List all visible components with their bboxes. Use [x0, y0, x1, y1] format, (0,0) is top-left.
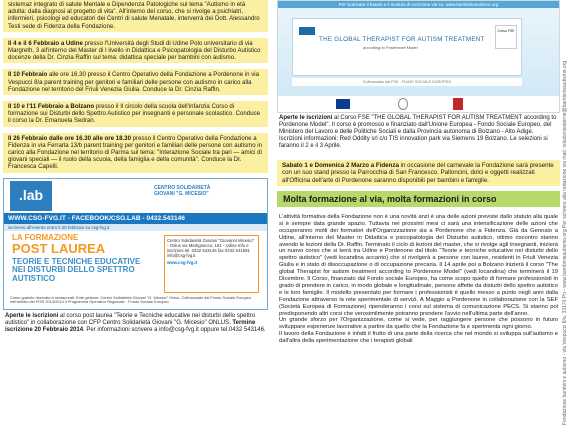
- eu-logos-row: [278, 96, 559, 112]
- info-box: [164, 235, 259, 293]
- url-banner: [4, 213, 267, 224]
- info-box-text: Centro Solidarietà Giovani "Giovanni Micesio" - Onlus via Martignacco, 161 - Udine Info e iscrizioni tel. 0432 543146 fax 0432 541591 info@csg-fvg.it: [167, 237, 255, 259]
- poster-header: [4, 179, 267, 213]
- url-banner-text: WWW.CSG-FVG.IT - FACEBOOK/CSG.LAB - 0432.543146: [8, 214, 185, 222]
- article-paragraph-3: Il lavoro della Fondazione è infatti il frutto di una parte della ricerca che nel mondo si sviluppa sull'autismo e dall'altra della sperimentazione che i terapisti globali: [279, 331, 558, 345]
- course-poster: [3, 178, 268, 310]
- csg-logo-line1: CENTRO SOLIDARIETÀ: [154, 184, 211, 191]
- url-sub: [4, 224, 267, 231]
- event-udine-text: presso l'Università degli Studi di Udine Polo universitario di via Margreth, 3 all'interno del Master di I livello in Didattica e Psicopatologia del Disturbo Autistico docenze della Dr. Cinzia Raffin sul tema: didattica speciale per bambini con autismo.: [8, 39, 261, 62]
- course-heading: [12, 233, 105, 255]
- section-title: [277, 191, 560, 207]
- fse-banner: [277, 0, 560, 113]
- event-carnevale-text: in occasione del carnevale la Fondazione sarà presente con un suo stand presso la Parrocchia di San Francesco. Palloncini, dolci e oggetti realizzati all'Officina dell'arte di Pordenone saranno disponibili per bambini e famiglie.: [282, 162, 554, 184]
- article-paragraph-2: Un grande sforzo per l'Organizzazione, come si vede, per raggiungere persone che possono in futuro sviluppare esperienze lavorative a partire da quello che la Fondazione fa e sperimenta ogni giorno.: [279, 317, 558, 331]
- event-pordenone-text: alle ore 16.30 presso il Centro Operativo della Fondazione a Pordenone in via Vespucci 8/a parent training per genitori e familiari delle persone con autismo in carico alla Fondazione nel territorio del Friuli Venezia Giulia. Conduce la Dr. Cinzia Raffin.: [8, 71, 260, 93]
- course-title-text: TEORIE E TECNICHE EDUCATIVE NEI DISTURBI DELLO SPETTRO AUTISTICO: [12, 256, 141, 283]
- fse-caption-text: al Corso FSE "THE GLOBAL THERAPIST FOR AUTISM TREATMENT according to Pordenone Model". Il corso è promosso e finanziato dall'Unione Europea - Fondo Sociale Europeo, del Ministero del Lavoro e delle Politiche Sociali e dalla Provincia autonoma di Bolzano - Alto Adige. Iscrizioni informazioni: Red Oddity srl c/o TIS innovation park via Siemens 19 Bolzano. Le selezioni si faranno il 2 e il 3 Aprile.: [279, 115, 557, 149]
- csg-logo-line2: GIOVANI "G. MICESIO": [154, 190, 209, 197]
- intro-text: sistemaz integrato di salute Mentale e Dipendenza Patologiche sul tema "Autismo in età adulta: dalla diagnosi al progetto di vita". All'interno del corso, che si rivolge a psichiatri, infermieri, psicologi ed educatori dei Centri di salute Menatale, interverrà dei Dott. Alessandro Testi sede di Fidenza della Fondazione.: [8, 1, 260, 30]
- url-sub-text: iscriversi all'evento entro il 20 febbraio su csg-fvg.it: [8, 224, 110, 230]
- poster-body: [4, 231, 267, 295]
- left-caption: [3, 311, 268, 336]
- event-pordenone: [3, 69, 268, 95]
- event-carnevale-date: Sabato 1 e Domenica 2 Marzo a Fidenza: [282, 162, 399, 169]
- event-bolzano-date: Il 10 e l'11 Febbraio a Bolzano: [8, 103, 95, 111]
- course-heading-line2: POST LAUREA: [12, 240, 106, 256]
- italy-emblem-icon: [398, 98, 408, 110]
- fse-footer-strip-text: Cofinanziato dal FSE - PIANO SOCIALE EUROPEO: [362, 80, 452, 84]
- article-paragraph-1: L'attività formativa della Fondazione non è una novità anzi è una delle azioni previste dallo statuto alla quale si è sempre data grande spazio. Tuttavia nei prossimi mesi ci sarà una intensificazione delle azioni che occuperanno molti dei formatori dell'Organizzazione sia a Pordenone che a Fidenza. Già da Gennaio a Udine, all'interno del Master in Didattica e psicopatologia del Disturbo autistico, ottimo riscontro stanno avendo le lezioni della Dr. Raffin. Terminato il ciclo di lezioni del master, che si rivolge agli insegnanti, inizierà un nuovo corso che si terrà tra Udine e Pordenone dal titolo "Teorie e tecniche educative nei disturbi dello spettro autistico" (vedi locandina accanto) che si rivolgerà a persone con lauree, residenti in Friuli Venezia Giulia e in stato di disoccupazione o di occupazione precaria. Il 14 aprile poi a Bolzano inizierà il corso "The global Therapist for autism treatment according to Pordenone Model" (vedi locandina) che terminerà il 19 Dicembre. Il Corso, finanziato dal Fondo sociale Europeo, ha come scopo quello di formare professionisti in grado di prendere in carico, in modo globale e longitudinale, persone affette da disturbi dello spettro autistico e le loro famiglie. Il modello presentato per formare i professionisti è quello messo a punto negli anni dalla Fondazione attraverso la rete sperimentale di servizi. A Maggio a Pordenone in collaborazione con la SEF (Società Europea di Formazione) ripenderanno i corsi sul sistema di comunicazione PECS. Si stanno poi predisponendo altri corsi che verosimilmente potranno prendere l'avvio nell'ultima parte dell'anno.: [279, 213, 558, 317]
- csg-logo: [154, 185, 254, 197]
- event-udine: [3, 38, 268, 64]
- right-column: [277, 0, 560, 347]
- intro-paragraph: [3, 0, 268, 32]
- fse-banner-main: [278, 8, 559, 96]
- poster-footer: [4, 295, 267, 306]
- vertical-footer: [562, 5, 569, 425]
- fse-logo-box: [292, 18, 522, 76]
- fse-banner-top: [278, 1, 559, 8]
- fse-corso-label: [495, 25, 517, 49]
- poster-footer-text: Corso gratuito riservato a neolaureati. Ente gestore: Centro Solidarietà Giovani "G. Micesio" Onlus. Cofinanziato dal Fondo Sociale Europeo nell'ambito del POR 2013/2014 Il Programma Operativo Regionale - Fondo Sociale Europeo: [10, 294, 252, 305]
- event-fidenza: [3, 133, 268, 173]
- eu-flag-icon: [336, 99, 350, 109]
- fse-banner-title: THE GLOBAL THERAPIST FOR AUTISM TREATMENT: [319, 36, 485, 43]
- event-fidenza-date: Il 26 Febbraio dalle ore 16.30 alle ore 18.30: [8, 134, 131, 142]
- left-caption-bold: Aperte le iscrizioni: [5, 312, 59, 319]
- section-title-text: Molta formazione al via, molta formazioni in corso: [283, 193, 497, 204]
- article-body: [277, 212, 560, 347]
- lab-logo-text: .lab: [18, 186, 44, 203]
- fse-corso-label-text: Corso FSE: [497, 29, 515, 33]
- bolzano-emblem-icon: [453, 98, 463, 110]
- fse-logo-mark: [299, 27, 315, 35]
- event-bolzano: [3, 101, 268, 127]
- fse-banner-subtitle: according to Pordenone Model: [363, 45, 418, 50]
- event-udine-date: Il 4 e il 6 Febbraio a Udine: [8, 39, 83, 47]
- course-title: [12, 258, 152, 284]
- fse-caption: [277, 113, 560, 150]
- course-heading-line1: LA FORMAZIONE: [12, 232, 79, 242]
- fse-caption-bold: Aperte le iscrizioni: [279, 115, 333, 121]
- event-carnevale: [277, 160, 560, 186]
- fse-footer-strip: [292, 78, 522, 86]
- info-box-url: www.csg-fvg.it: [167, 260, 198, 266]
- left-caption-text: al corso post laurea "Teorie e Tecniche educative nei disturbi dello spettro autistico" in collaborazione con CFP Centro Solidarietà Giovani "G. Micesio" ONLUS.: [5, 312, 256, 326]
- left-caption-contact: . Per informazioni scrivere a info@csg-fvg.it oppure tel.0432 543146.: [83, 326, 266, 333]
- lab-logo: [10, 181, 52, 211]
- left-column: [3, 0, 268, 336]
- event-pordenone-date: Il 10 Febbraio: [8, 71, 48, 79]
- fse-banner-top-text: Per scaricare il bando e il modulo di iscrizione vai su: www.bambinieautismo.org: [338, 2, 499, 7]
- left-caption-deadline: Termine iscrizione 20 Febbraio 2014: [5, 319, 256, 333]
- vertical-footer-text: Fondazione bambini e autismo - via Vespucci 8/a, 33170 Pn - www.bambinieautismo.org Per scrivere alla redazione via mail: relazioniesterne@bambinieautismo.org: [562, 60, 568, 425]
- event-bolzano-text: presso il Il circolo della scuola dell'infanzia Corso di formazione sui Disturbi dello Spettro Autistico per insegnanti e personale scolastico. Conduce il corso la Dr. Emanuela Sedran.: [8, 103, 261, 125]
- event-fidenza-text: presso il Centro Operativo della Fondazione a Fidenza in via Ferrarla 13/b parent training per genitori e familiari delle persone con autismo in carico alla Fondazione nel territorio di Parma sul tema: "Interazione Sociale tra pari — amici di giovani speciali — il ruolo della scuola, della famiglia e della comunità". Conduce la Dr. Francesca Capelli.: [8, 134, 263, 171]
